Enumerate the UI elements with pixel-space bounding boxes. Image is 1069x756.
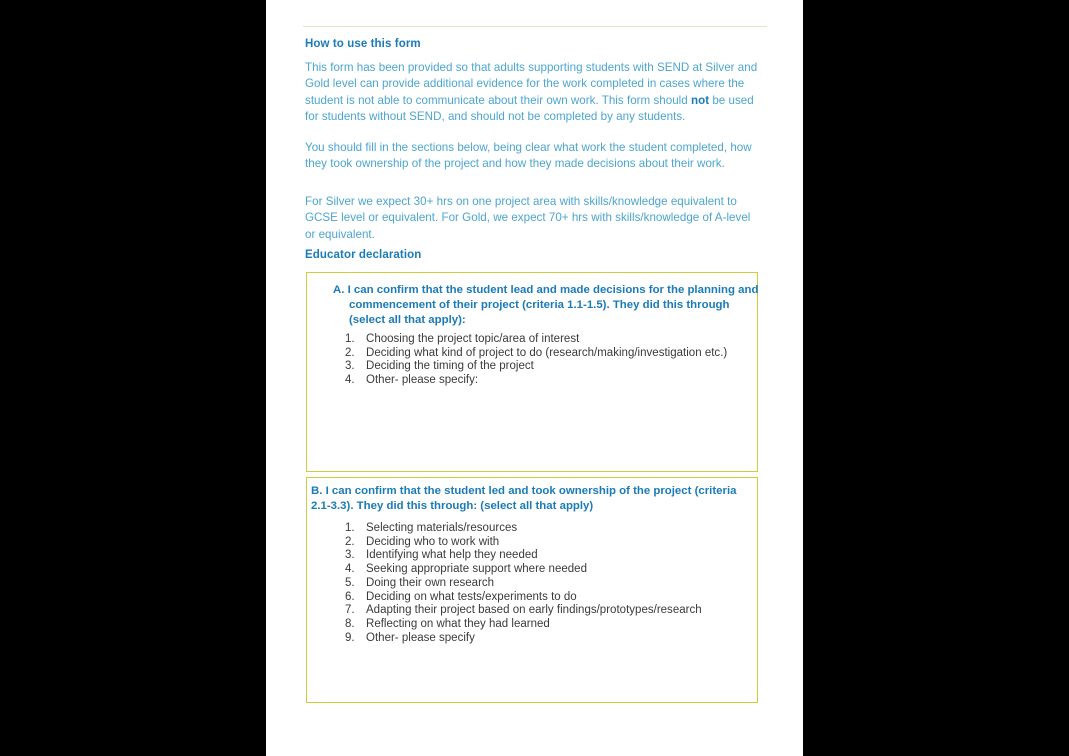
- declaration-box-b: [306, 477, 758, 703]
- list-item-label: Selecting materials/resources: [366, 522, 518, 534]
- list-item-number: 2.: [345, 535, 355, 548]
- list-item-label: Deciding who to work with: [366, 535, 500, 548]
- list-item-number: 2.: [345, 346, 355, 359]
- list-item-number: 8.: [345, 617, 355, 630]
- list-item[interactable]: [345, 563, 745, 576]
- document-page: [266, 0, 803, 756]
- list-item[interactable]: [345, 549, 745, 562]
- list-item-label: Adapting their project based on early findings/prototypes/research: [366, 604, 702, 617]
- list-item-label: Identifying what help they needed: [366, 549, 538, 562]
- list-item-number: 4.: [345, 563, 355, 576]
- list-item-number: 6.: [345, 590, 355, 603]
- heading-how-to-use-this-form: How to use this form: [305, 38, 421, 50]
- list-item[interactable]: [345, 632, 745, 645]
- declaration-a-list: [345, 333, 745, 388]
- list-item[interactable]: [345, 536, 745, 549]
- list-item-label: Seeking appropriate support where needed: [366, 563, 587, 576]
- header-divider: [303, 26, 767, 27]
- list-item-number: 1.: [345, 522, 355, 534]
- list-item-label: Other- please specify:: [366, 374, 479, 387]
- list-item-label: Deciding the timing of the project: [366, 360, 534, 373]
- list-item-number: 7.: [345, 604, 355, 617]
- declaration-a-header: A. I can confirm that the student lead and made decisions for the planning and commencement of their project (criteria 1.1-1.5). They did this through (select all that apply):: [333, 284, 759, 327]
- list-item-label: Other- please specify: [366, 631, 475, 644]
- list-item-label: Deciding what kind of project to do (research/making/investigation etc.): [366, 346, 728, 359]
- list-item[interactable]: [345, 618, 745, 631]
- list-item[interactable]: [345, 604, 745, 617]
- declaration-box-a: [306, 272, 758, 472]
- paragraph-hours-requirement: For Silver we expect 30+ hrs on one project area with skills/knowledge equivalent to GCSE level or equivalent. For Gold, we expect 70+ hrs with skills/knowledge of A-level or equivalent.: [305, 195, 751, 241]
- declaration-b-list: [345, 522, 745, 645]
- paragraph-intro-part-1: This form has been provided so that adults supporting students with SEND at Silver and Gold level can provide additional evidence for the work completed in cases where the student is not able to communicate about their own work. This form should: [305, 61, 758, 107]
- list-item-number: 9.: [345, 631, 355, 644]
- list-item-number: 3.: [345, 549, 355, 562]
- paragraph-intro-part-2: be used for students without SEND, and should not be completed by any students.: [305, 93, 754, 123]
- list-item[interactable]: [345, 347, 745, 360]
- declaration-b-header: B. I can confirm that the student led and took ownership of the project (criteria 2.1-3.3). They did this through: (select all that apply): [311, 485, 737, 513]
- list-item[interactable]: [345, 360, 745, 373]
- paragraph-intro: [305, 60, 761, 125]
- list-item[interactable]: [345, 522, 745, 535]
- list-item[interactable]: [345, 374, 745, 387]
- list-item[interactable]: [345, 591, 745, 604]
- list-item-number: 4.: [345, 374, 355, 387]
- list-item-label: Choosing the project topic/area of interest: [366, 333, 580, 345]
- heading-educator-declaration: Educator declaration: [305, 249, 422, 261]
- list-item[interactable]: [345, 577, 745, 590]
- document-content: [303, 0, 767, 756]
- list-item-number: 5.: [345, 576, 355, 589]
- list-item-label: Doing their own research: [366, 576, 495, 589]
- list-item[interactable]: [345, 333, 745, 346]
- paragraph-fill-in-sections: You should fill in the sections below, being clear what work the student completed, how they took ownership of the project and how they made decisions about their work.: [305, 141, 752, 171]
- list-item-number: 3.: [345, 360, 355, 373]
- list-item-label: Deciding on what tests/experiments to do: [366, 590, 577, 603]
- paragraph-intro-emphasis-not: not: [691, 93, 710, 107]
- list-item-label: Reflecting on what they had learned: [366, 617, 550, 630]
- list-item-number: 1.: [345, 333, 355, 345]
